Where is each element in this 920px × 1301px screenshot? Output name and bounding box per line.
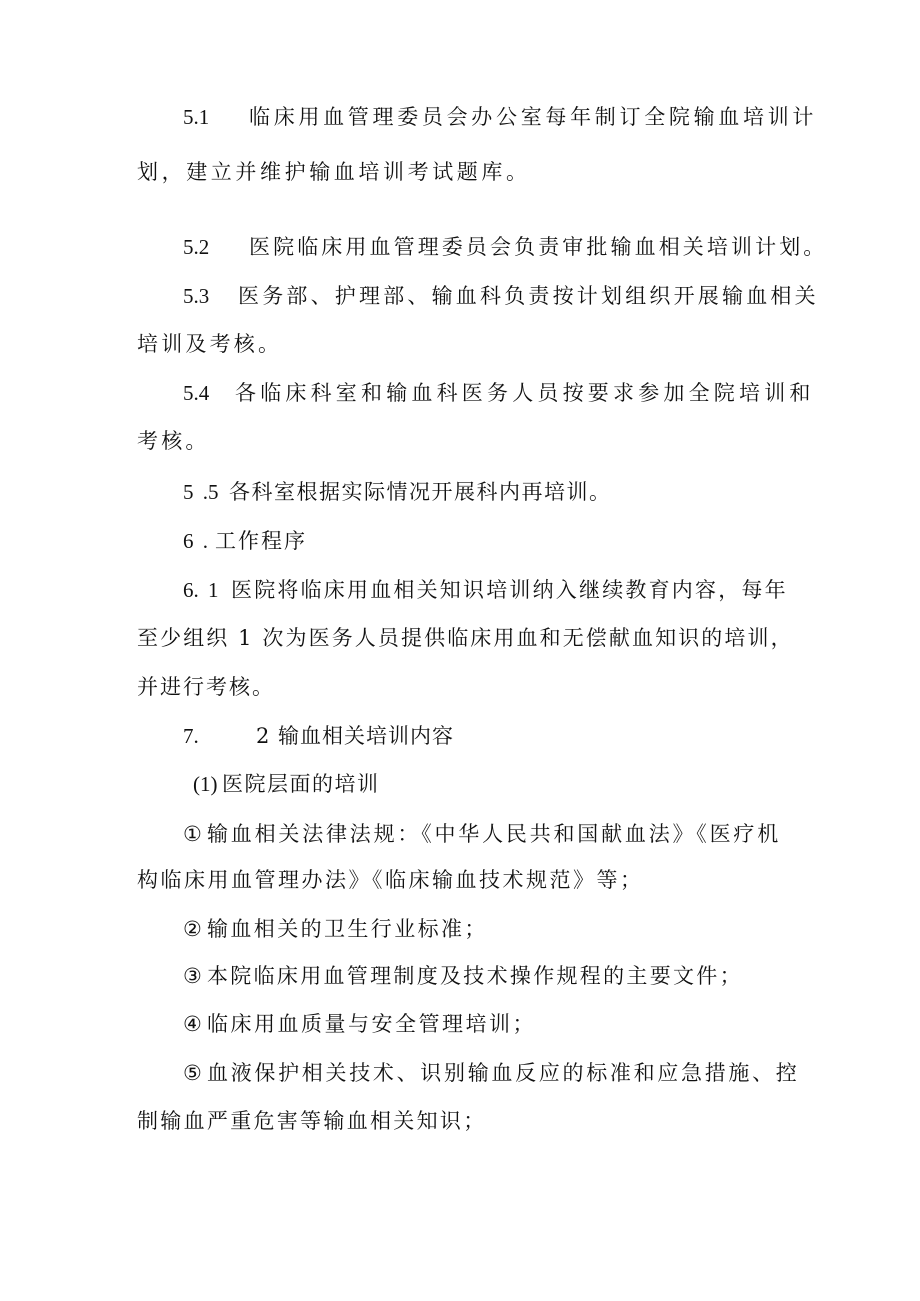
paragraph-5-3-line-2 [137,330,282,358]
paragraph-text: 划，建立并维护输血培训考试题库。 [137,160,531,184]
paragraph-text: 各科室根据实际情况开展科内再培训。 [229,480,612,504]
item-5-line-1 [183,1059,800,1087]
item-marker: ③ [183,964,202,988]
paragraph-5-4-line-1 [183,379,815,407]
item-text: 血液保护相关技术、识别输血反应的标准和应急措施、控 [207,1061,800,1085]
paragraph-6-1-line-3 [137,673,275,701]
section-number: 5.4 [183,381,210,405]
item-1-line-2 [137,866,644,894]
section-number: 7. [183,724,199,748]
paragraph-text: 各临床科室和输血科医务人员按要求参加全院培训和 [235,381,815,405]
item-text: 本院临床用血管理制度及技术操作规程的主要文件； [207,964,743,988]
section-number: 5.1 [183,105,210,129]
paragraph-text: 并进行考核。 [137,675,275,699]
paragraph-text: 医务部、护理部、输血科负责按计划组织开展输血相关 [238,284,819,308]
section-title: 2 输血相关培训内容 [256,724,455,748]
item-5-line-2 [137,1107,487,1135]
item-text: 制输血严重危害等输血相关知识； [137,1109,487,1133]
item-text: 临床用血质量与安全管理培训； [207,1012,536,1036]
section-title: 工作程序 [215,529,307,553]
paragraph-6-1-line-2 [137,624,794,652]
section-number: 6 . [183,529,208,553]
paragraph-5-5-line-1 [183,478,612,506]
item-4-line-1 [183,1010,536,1038]
paragraph-5-2-line-1 [183,233,827,261]
paragraph-5-4-line-2 [137,427,210,455]
paragraph-text: 临床用血管理委员会办公室每年制订全院输血培训计 [249,105,818,129]
item-marker: ⑤ [183,1061,202,1085]
item-marker: ④ [183,1012,202,1036]
paragraph-5-1-line-1 [183,103,817,131]
section-number: 5 .5 [183,480,219,504]
subsection-title: 医院层面的培训 [222,772,380,796]
paragraph-6-1-line-1 [183,576,788,604]
paragraph-5-3-line-1 [183,282,819,310]
paragraph-text: 考核。 [137,429,210,453]
item-3-line-1 [183,962,743,990]
item-marker: ② [183,917,202,941]
section-6-heading [183,527,307,555]
item-marker: ① [183,822,202,846]
paragraph-text: 至少组织 1 次为医务人员提供临床用血和无偿献血知识的培训， [137,626,794,650]
subsection-1-heading [193,770,380,798]
paragraph-text: 医院临床用血管理委员会负责审批输血相关培训计划。 [249,235,828,259]
item-2-line-1 [183,915,488,943]
item-number: (1) [193,772,218,796]
section-number: 6. 1 [183,578,219,602]
item-1-line-1 [183,820,781,848]
section-7-2-heading [183,722,454,750]
item-text: 构临床用血管理办法》《临床输血技术规范》等； [137,868,644,892]
item-text: 输血相关法律法规：《中华人民共和国献血法》《医疗机 [207,822,781,846]
paragraph-5-1-line-2 [137,158,531,186]
paragraph-text: 医院将临床用血相关知识培训纳入继续教育内容，每年 [231,578,788,602]
paragraph-text: 培训及考核。 [137,332,283,356]
section-number: 5.2 [183,235,210,259]
section-number: 5.3 [183,284,210,308]
item-text: 输血相关的卫生行业标准； [207,917,488,941]
